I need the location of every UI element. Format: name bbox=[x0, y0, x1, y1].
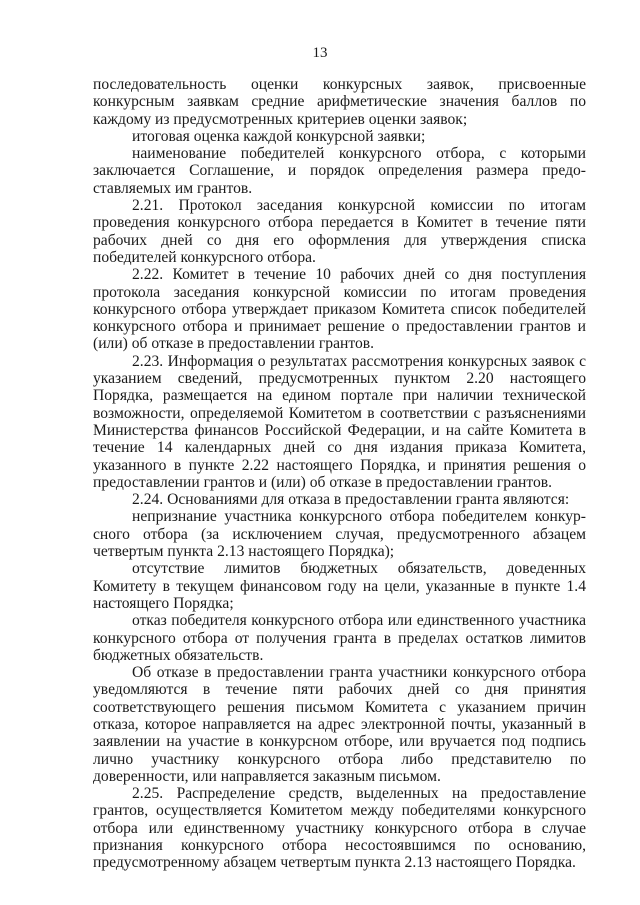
paragraph-2-24: 2.24. Основаниями для отказа в предоставлении гранта являются: bbox=[132, 491, 570, 509]
paragraph-final-score: итоговая оценка каждой конкурсной заявки; bbox=[132, 127, 426, 145]
document-body bbox=[93, 76, 586, 872]
paragraph-ground-not-winner: непризнание участника конкурсного отбора победителем конкурсного отбора (за исключением случая, предусмотренного абзацем четвертым пункта 2.13 настоящего Порядка); bbox=[93, 508, 586, 561]
paragraph-ground-refusal: отказ победителя конкурсного отбора или единственного участника конкурсного отбора от получения гранта в пределах остатков лимитов бюджетных обязательств. bbox=[93, 612, 586, 664]
paragraph-refusal-notification: Об отказе в предоставлении гранта участники конкурсного отбора уведомляются в течение пяти рабочих дней со дня принятия соответствующего решения письмом Комитета с указанием причин отказа, которое направляется на адрес электронной почты, указанный в заявлении на участие в конкурсном отборе, или вручается под подпись лично участнику конкурсного отбора либо представителю по доверенности, или направляется заказным письмом. bbox=[93, 664, 586, 785]
paragraph-evaluation-sequence: последовательность оценки конкурсных заявок, присвоенные конкурсным заявкам средние арифметические значения баллов по каждому из предусмотренных критериев оценки заявок; bbox=[93, 76, 586, 128]
paragraph-2-22: 2.22. Комитет в течение 10 рабочих дней со дня поступления протокола заседания конкурсной комиссии по итогам проведения конкурсного отбора утверждает приказом Комитета список победителей конкурсного отбора и принимает решение о предоставлении грантов и (или) об отказе в предоставлении грантов. bbox=[93, 266, 586, 353]
paragraph-2-23: 2.23. Информация о результатах рассмотрения конкурсных заявок с указанием сведений, предусмотренных пунктом 2.20 настоящего Порядка, размещается на едином портале при наличии технической возможности, определяемой Комитетом в соответствии с разъяснениями Министерства финансов Российской Федерации, и на сайте Комитета в течение 14 календарных дней со дня издания приказа Комитета, указанного в пункте 2.22 настоящего Порядка, и принятия решения о предоставлении грантов и (или) об отказе в предоставлении грантов. bbox=[93, 352, 586, 491]
paragraph-winners-names: наименование победителей конкурсного отбора, с которыми заключается Соглашение, и порядок определения размера предоставляемых им грантов. bbox=[93, 145, 586, 197]
paragraph-2-25: 2.25. Распределение средств, выделенных на предоставление грантов, осуществляется Комитетом между победителями конкурсного отбора или единственному участнику конкурсного отбора в случае признания конкурсного отбора несостоявшимся по основанию, предусмотренному абзацем четвертым пункта 2.13 настоящего Порядка. bbox=[93, 785, 586, 872]
paragraph-2-21: 2.21. Протокол заседания конкурсной комиссии по итогам проведения конкурсного отбора передается в Комитет в течение пяти рабочих дней со дня его оформления для утверждения списка победителей конкурсного отбора. bbox=[93, 197, 586, 266]
paragraph-ground-no-limits: отсутствие лимитов бюджетных обязательств, доведенных Комитету в текущем финансовом году на цели, указанные в пункте 1.4 настоящего Порядка; bbox=[93, 560, 586, 612]
page-number: 13 bbox=[312, 45, 328, 61]
